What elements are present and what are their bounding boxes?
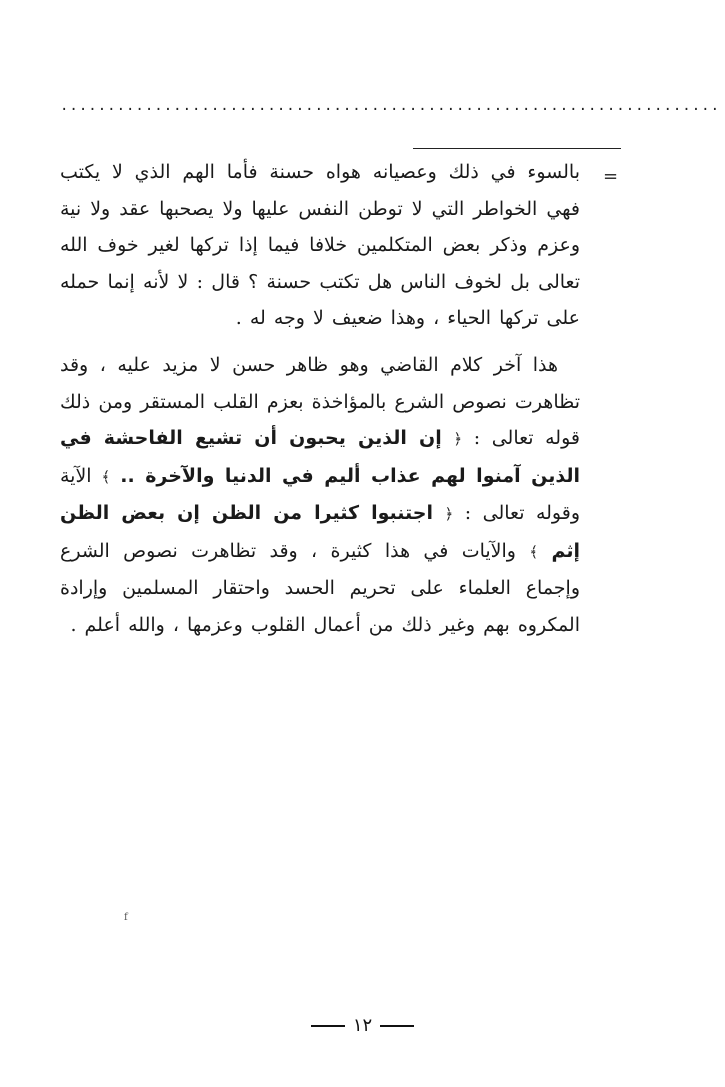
footnote-rule	[413, 148, 621, 149]
stray-mark: f	[124, 912, 128, 923]
quran-bracket-open: ﴿	[444, 505, 454, 523]
body-paragraph	[60, 347, 580, 643]
page-number-dash-left	[311, 1025, 345, 1027]
footnote-continuation-marker: =	[603, 166, 619, 187]
body-text-3: والآيات في هذا كثيرة ، وقد تظاهرت نصوص الشرع وإجماع العلماء على تحريم الحسد واحتقار المسلمين وإرادة المكروه بهم وغير ذلك من أعمال القلوب وعزمها ، والله أعلم .	[60, 539, 580, 636]
footnote-block	[60, 154, 580, 337]
quran-verse-2: اجتنبوا كثيرا من الظن إن بعض الظن إثم	[60, 502, 581, 562]
quran-bracket-open: ﴿	[453, 430, 463, 448]
page-number	[0, 1015, 725, 1036]
footnote-text: بالسوء في ذلك وعصيانه هواه حسنة فأما الهم الذي لا يكتب فهي الخواطر التي لا توطن النفس عليها ولا يصحبها عقد ولا نية وعزم وذكر بعض المتكلمين خلافا فيما إذا تركها لغير خوف الله تعالى بل لخوف الناس هل تكتب حسنة ؟ قال : لا لأنه إنما حمله على تركها الحياء ، وهذا ضعيف لا وجه له .	[60, 161, 580, 329]
dotted-separator: ......................................................................	[60, 98, 721, 114]
body-text-1: هذا آخر كلام القاضي وهو ظاهر حسن لا مزيد عليه ، وقد تظاهرت نصوص الشرع بالمؤاخذة بعزم القلب المستقر ومن ذلك قوله تعالى :	[60, 354, 580, 449]
quran-bracket-close: ﴾	[101, 467, 111, 486]
quran-verse-1: إن الذين يحبون أن تشيع الفاحشة في الذين آمنوا لهم عذاب أليم في الدنيا والآخرة ..	[60, 427, 580, 487]
page-number-dash-right	[380, 1025, 414, 1027]
body-text-2: الآية وقوله تعالى :	[60, 464, 581, 524]
page-number-value: ١٢	[352, 1015, 373, 1036]
quran-bracket-close: ﴾	[529, 542, 539, 561]
main-body	[60, 347, 580, 643]
